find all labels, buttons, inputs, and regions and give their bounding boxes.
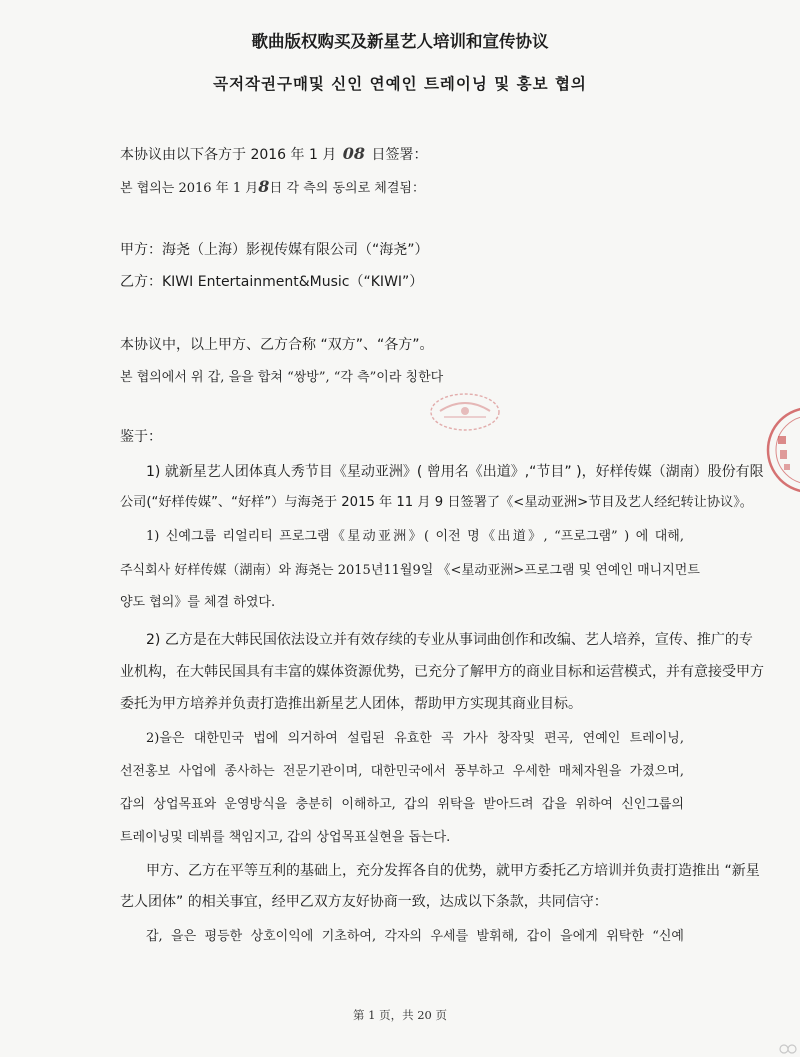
- clause-1-cn-line-2: 公司(“好样传媒”、“好样”）与海尧于 2015 年 11 月 9 日签署了《<星动亚洲>节目及艺人经纪转让协议》。: [120, 495, 753, 510]
- signing-text-before: 本协议由以下各方于 2016 年 1 月: [120, 147, 337, 163]
- clause-1-kr-line-2: 주식회사 好样传媒（湖南）와 海尧는 2015년11월9일 《<星动亚洲>프로그램 및 연예인 매니지먼트: [120, 563, 700, 578]
- clause-2-kr-line-4: 트레이닝및 데뷔를 책임지고, 갑의 상업목표실현을 돕는다.: [120, 830, 451, 845]
- clause-2-cn-line-1: 2) 乙方是在大韩民国依法设立并有效存续的专业从事词曲创作和改编、艺人培养，宣传、推广的专: [146, 632, 753, 648]
- clause-1-kr-line-1: 1) 신예그룹 리얼리티 프로그램《星动亚洲》( 이전 명《出道》, “프로그램” ) 에 대해,: [146, 529, 684, 544]
- page-footer: 第 1 页，共 20 页: [352, 1008, 448, 1022]
- document-title-korean: 곡저작권구매및 신인 연예인 트레이닝 및 홍보 협의: [213, 75, 587, 93]
- partial-red-stamp-icon: [760, 400, 800, 500]
- signing-statement-chinese: [120, 144, 428, 165]
- handwritten-day: 08: [342, 144, 366, 163]
- clause-3-cn-line-1: 甲方、乙方在平等互利的基础上，充分发挥各自的优势，就甲方委托乙方培训并负责打造推出 “新星: [146, 863, 760, 879]
- clause-2-kr-line-2: 선전홍보 사업에 종사하는 전문기관이며, 대한민국에서 풍부하고 우세한 매체자원을 가졌으며,: [120, 764, 684, 779]
- collective-term-chinese: 本协议中，以上甲方、乙方合称 “双方”、“各方”。: [120, 337, 434, 353]
- party-a: 甲方：海尧（上海）影视传媒有限公司（“海尧”）: [120, 242, 429, 258]
- clause-1-kr-line-3: 양도 협의》를 체결 하였다.: [120, 595, 276, 610]
- corner-watermark-icon: [776, 1040, 800, 1057]
- document-title-chinese: 歌曲版权购买及新星艺人培训和宣传协议: [251, 32, 549, 51]
- signing-kr-before: 본 협의는 2016 年 1 月: [120, 181, 259, 196]
- party-b: 乙方：KIWI Entertainment&Music（“KIWI”）: [120, 274, 424, 290]
- clause-2-cn-line-3: 委托为甲方培养并负责打造推出新星艺人团体，帮助甲方实现其商业目标。: [120, 696, 582, 712]
- clause-1-cn-line-1: 1) 就新星艺人团体真人秀节目《星动亚洲》( 曾用名《出道》,“节目” )，好样传媒（湖南）股份有限: [146, 464, 764, 480]
- whereas-heading: 鉴于：: [120, 429, 162, 445]
- collective-term-korean: 본 협의에서 위 갑, 을을 합쳐 “쌍방”, “각 측”이라 칭한다: [120, 370, 444, 385]
- handwritten-day-kr: 8: [258, 177, 270, 196]
- clause-3-kr-line-1: 갑, 을은 평등한 상호이익에 기초하여, 각자의 우세를 발휘해, 갑이 을에게 위탁한 “신예: [146, 929, 684, 944]
- signing-statement-korean: [120, 177, 425, 199]
- clause-2-kr-line-1: 2)을은 대한민국 법에 의거하여 설립된 유효한 곡 가사 창작및 편곡, 연예인 트레이닝,: [146, 731, 684, 746]
- red-company-seal-icon: [426, 389, 504, 435]
- signing-kr-after: 日 각 측의 동의로 체결됨：: [269, 181, 425, 196]
- clause-2-kr-line-3: 갑의 상업목표와 운영방식을 충분히 이해하고, 갑의 위탁을 받아드려 갑을 위하여 신인그룹의: [120, 797, 684, 812]
- clause-3-cn-line-2: 艺人团体” 的相关事宜，经甲乙双方友好协商一致，达成以下条款，共同信守：: [120, 894, 608, 910]
- clause-2-cn-line-2: 业机构，在大韩民国具有丰富的媒体资源优势，已充分了解甲方的商业目标和运营模式，并有意接受甲方: [120, 664, 764, 680]
- signing-text-after: 日签署：: [371, 147, 428, 163]
